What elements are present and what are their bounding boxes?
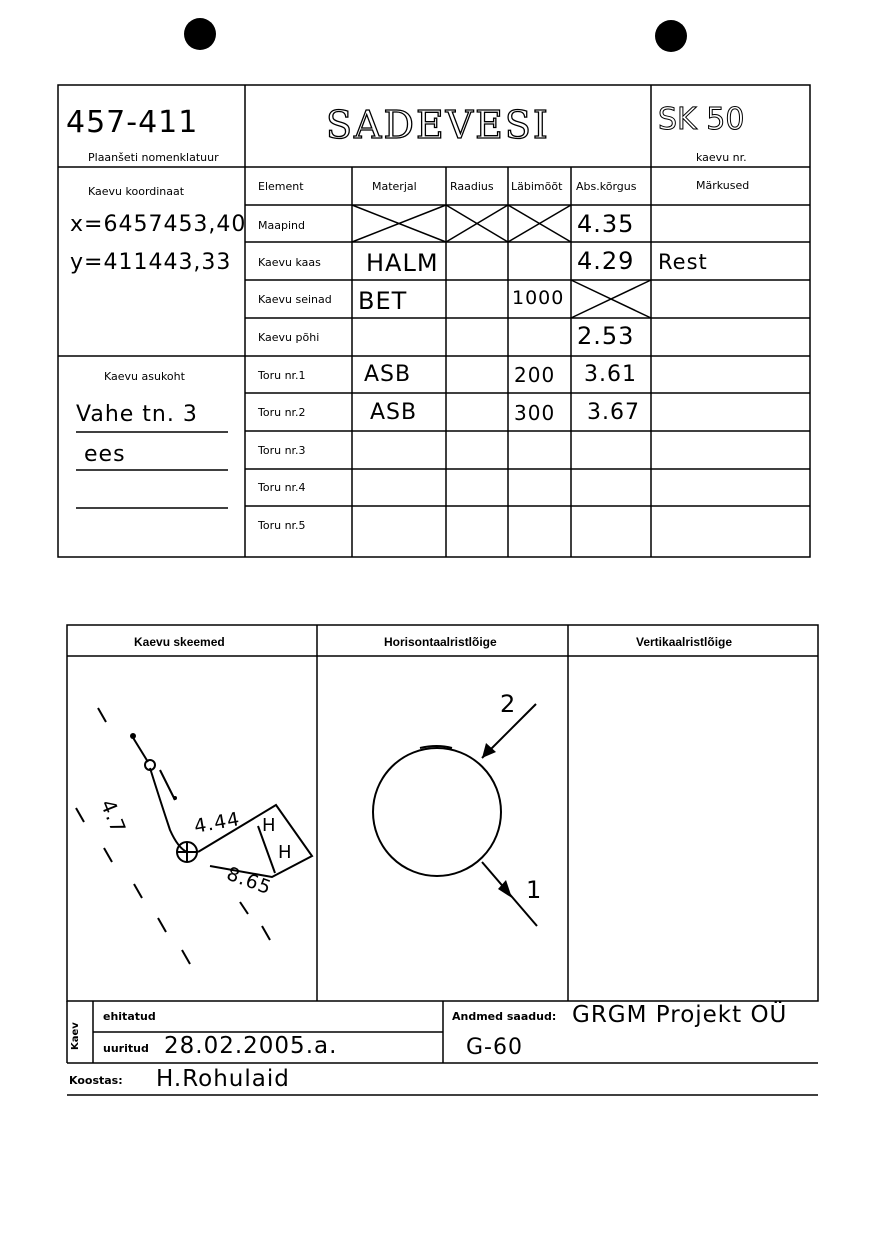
row-element: Toru nr.2 [258, 406, 306, 419]
col-header-radius: Raadius [450, 180, 494, 193]
coordinates-label: Kaevu koordinaat [88, 185, 185, 198]
sketch-label-h2: H [278, 842, 293, 863]
row-element: Kaevu põhi [258, 331, 320, 344]
row-abs: 4.35 [577, 210, 635, 238]
data-code: G-60 [466, 1035, 523, 1060]
data-source-label: Andmed saadud: [452, 1010, 557, 1023]
surveyed-date: 28.02.2005.a. [164, 1033, 338, 1059]
col-header-notes: Märkused [696, 179, 750, 192]
sketch-distance-3: 8.65 [223, 862, 275, 900]
location-line-2: ees [84, 442, 126, 467]
location-line-1: Vahe tn. 3 [76, 402, 198, 427]
location-label: Kaevu asukoht [104, 370, 185, 383]
row-element: Toru nr.3 [258, 444, 306, 457]
sketch-distance-1: 4.7 [95, 796, 132, 838]
sketch-title: Kaevu skeemed [134, 635, 225, 649]
row-element: Toru nr.1 [258, 369, 306, 382]
col-header-abs: Abs.kõrgus [576, 180, 637, 193]
row-diameter: 1000 [512, 287, 565, 309]
horizontal-section-title: Horisontaalristlõige [384, 635, 497, 649]
row-material: BET [358, 287, 408, 315]
sketch-label-h1: H [262, 815, 277, 836]
well-id: SK 50 [658, 102, 745, 137]
surveyed-label: uuritud [103, 1042, 149, 1055]
row-element: Maapind [258, 219, 305, 232]
row-element: Kaevu kaas [258, 256, 321, 269]
row-material: ASB [370, 400, 418, 425]
well-id-label: kaevu nr. [696, 151, 747, 164]
built-label: ehitatud [103, 1010, 156, 1023]
compiled-by: H.Rohulaid [156, 1066, 290, 1092]
row-abs: 2.53 [577, 322, 635, 350]
row-abs: 3.61 [584, 362, 637, 387]
row-diameter: 300 [514, 401, 556, 425]
row-material: HALM [366, 249, 439, 277]
horizontal-section-sketch [373, 704, 537, 926]
row-diameter: 200 [514, 363, 556, 387]
compiled-label: Koostas: [69, 1074, 123, 1087]
row-abs: 3.67 [587, 400, 640, 425]
row-abs: 4.29 [577, 247, 635, 275]
row-element: Kaevu seinad [258, 293, 332, 306]
data-source: GRGM Projekt OÜ [572, 1002, 788, 1028]
coordinate-y: y=411443,33 [70, 250, 232, 275]
sheet-code: 457-411 [66, 105, 199, 140]
footer-side-label: Kaev [70, 1022, 81, 1050]
coordinate-x: x=6457453,40 [70, 212, 247, 237]
row-element: Toru nr.5 [258, 519, 306, 532]
vertical-section-title: Vertikaalristlõige [636, 635, 733, 649]
row-note: Rest [658, 250, 708, 274]
row-material: ASB [364, 362, 412, 387]
pipe-label-1: 1 [526, 876, 543, 904]
sheet-code-label: Plaanšeti nomenklatuur [88, 151, 219, 164]
col-header-diameter: Läbimõõt [511, 180, 563, 193]
col-header-material: Materjal [372, 180, 417, 193]
row-element: Toru nr.4 [258, 481, 306, 494]
pipe-label-2: 2 [500, 690, 517, 718]
col-header-element: Element [258, 180, 304, 193]
sketch-distance-2: 4.44 [192, 808, 242, 838]
document-title: SADEVESI [326, 103, 550, 147]
